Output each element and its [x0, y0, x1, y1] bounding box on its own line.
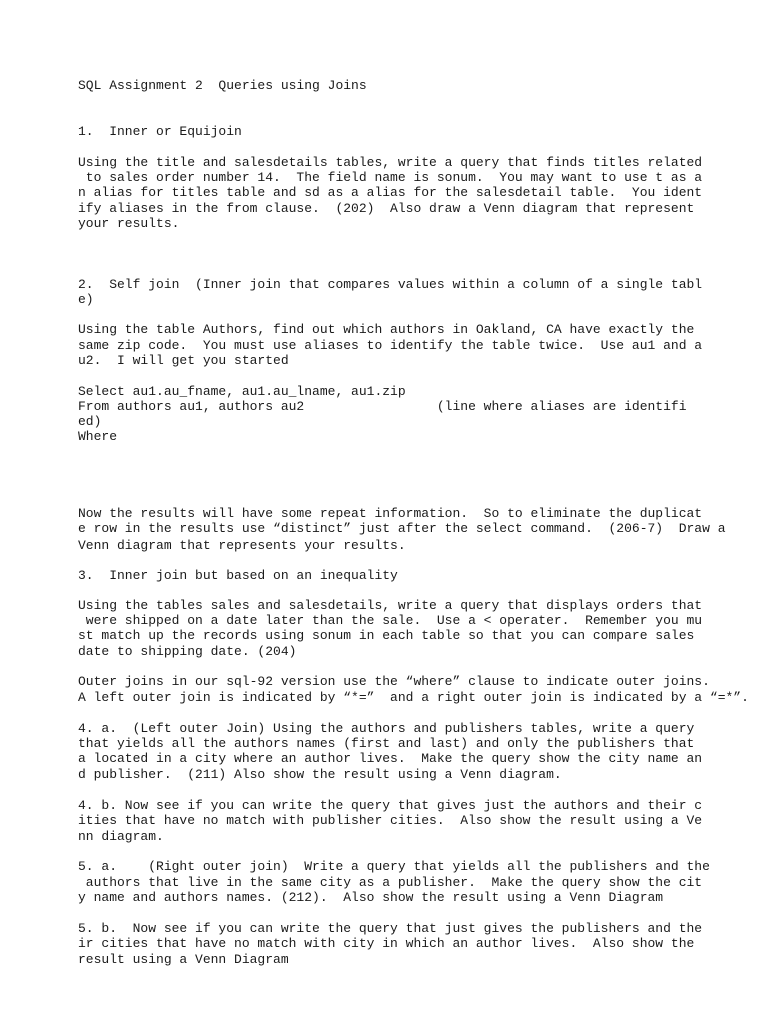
section-5b-text-line: 5. b. Now see if you can write the query that just gives the publishers and the	[78, 921, 703, 936]
section-2-text-line: Now the results will have some repeat information. So to eliminate the duplicat	[78, 506, 703, 521]
section-4a-text-line: a located in a city where an author lives. Make the query show the city name an	[78, 751, 703, 766]
section-5a-text-line: y name and authors names. (212). Also show the result using a Venn Diagram	[78, 890, 664, 905]
section-3-text-line: date to shipping date. (204)	[78, 644, 297, 659]
section-5a-text-line: authors that live in the same city as a publisher. Make the query show the cit	[78, 875, 703, 890]
section-1-text-line: to sales order number 14. The field name is sonum. You may want to use t as a	[78, 170, 703, 185]
section-3-text-line: Using the tables sales and salesdetails, write a query that displays orders that	[78, 598, 703, 613]
section-3-text-line: st match up the records using sonum in each table so that you can compare sales	[78, 628, 695, 643]
outer-join-note-line: A left outer join is indicated by “*=” and a right outer join is indicated by a “=*”.	[78, 690, 749, 705]
section-3-heading: 3. Inner join but based on an inequality	[78, 568, 398, 583]
section-2-text-line: u2. I will get you started	[78, 353, 289, 368]
section-1-text-line: n alias for titles table and sd as a alias for the salesdetail table. You ident	[78, 185, 703, 200]
section-5b-text-line: result using a Venn Diagram	[78, 952, 289, 967]
sql-code-line: Where	[78, 429, 118, 444]
section-5a-text-line: 5. a. (Right outer join) Write a query that yields all the publishers and the	[78, 859, 710, 874]
section-4a-text-line: 4. a. (Left outer Join) Using the authors and publishers tables, write a query	[78, 721, 695, 736]
document-title: SQL Assignment 2 Queries using Joins	[78, 78, 367, 93]
section-4b-text-line: ities that have no match with publisher cities. Also show the result using a Ve	[78, 813, 703, 828]
section-3-text-line: were shipped on a date later than the sale. Use a < operater. Remember you mu	[78, 613, 703, 628]
sql-code-line: Select au1.au_fname, au1.au_lname, au1.zip	[78, 384, 406, 399]
section-1-heading: 1. Inner or Equijoin	[78, 124, 242, 139]
section-1-text-line: ify aliases in the from clause. (202) Also draw a Venn diagram that represent	[78, 201, 695, 216]
section-2-text-line: same zip code. You must use aliases to identify the table twice. Use au1 and a	[78, 338, 703, 353]
section-4b-text-line: nn diagram.	[78, 829, 164, 844]
outer-join-note-line: Outer joins in our sql-92 version use the “where” clause to indicate outer joins.	[78, 674, 710, 689]
sql-code-line: From authors au1, authors au2 (line where aliases are identifi	[78, 399, 687, 414]
section-4a-text-line: that yields all the authors names (first and last) and only the publishers that	[78, 736, 695, 751]
section-4b-text-line: 4. b. Now see if you can write the query that gives just the authors and their c	[78, 798, 703, 813]
section-4a-text-line: d publisher. (211) Also show the result using a Venn diagram.	[78, 767, 562, 782]
section-5b-text-line: ir cities that have no match with city in which an author lives. Also show the	[78, 936, 695, 951]
section-2-text-line: e row in the results use “distinct” just after the select command. (206-7) Draw a	[78, 521, 726, 536]
section-2-text-line: Venn diagram that represents your results.	[78, 538, 406, 553]
section-2-text-line: Using the table Authors, find out which authors in Oakland, CA have exactly the	[78, 322, 695, 337]
section-2-heading: 2. Self join (Inner join that compares values within a column of a single tabl	[78, 277, 703, 292]
sql-code-line: ed)	[78, 414, 102, 429]
section-2-heading: e)	[78, 292, 94, 307]
section-1-text-line: your results.	[78, 216, 180, 231]
section-1-text-line: Using the title and salesdetails tables, write a query that finds titles related	[78, 155, 703, 170]
